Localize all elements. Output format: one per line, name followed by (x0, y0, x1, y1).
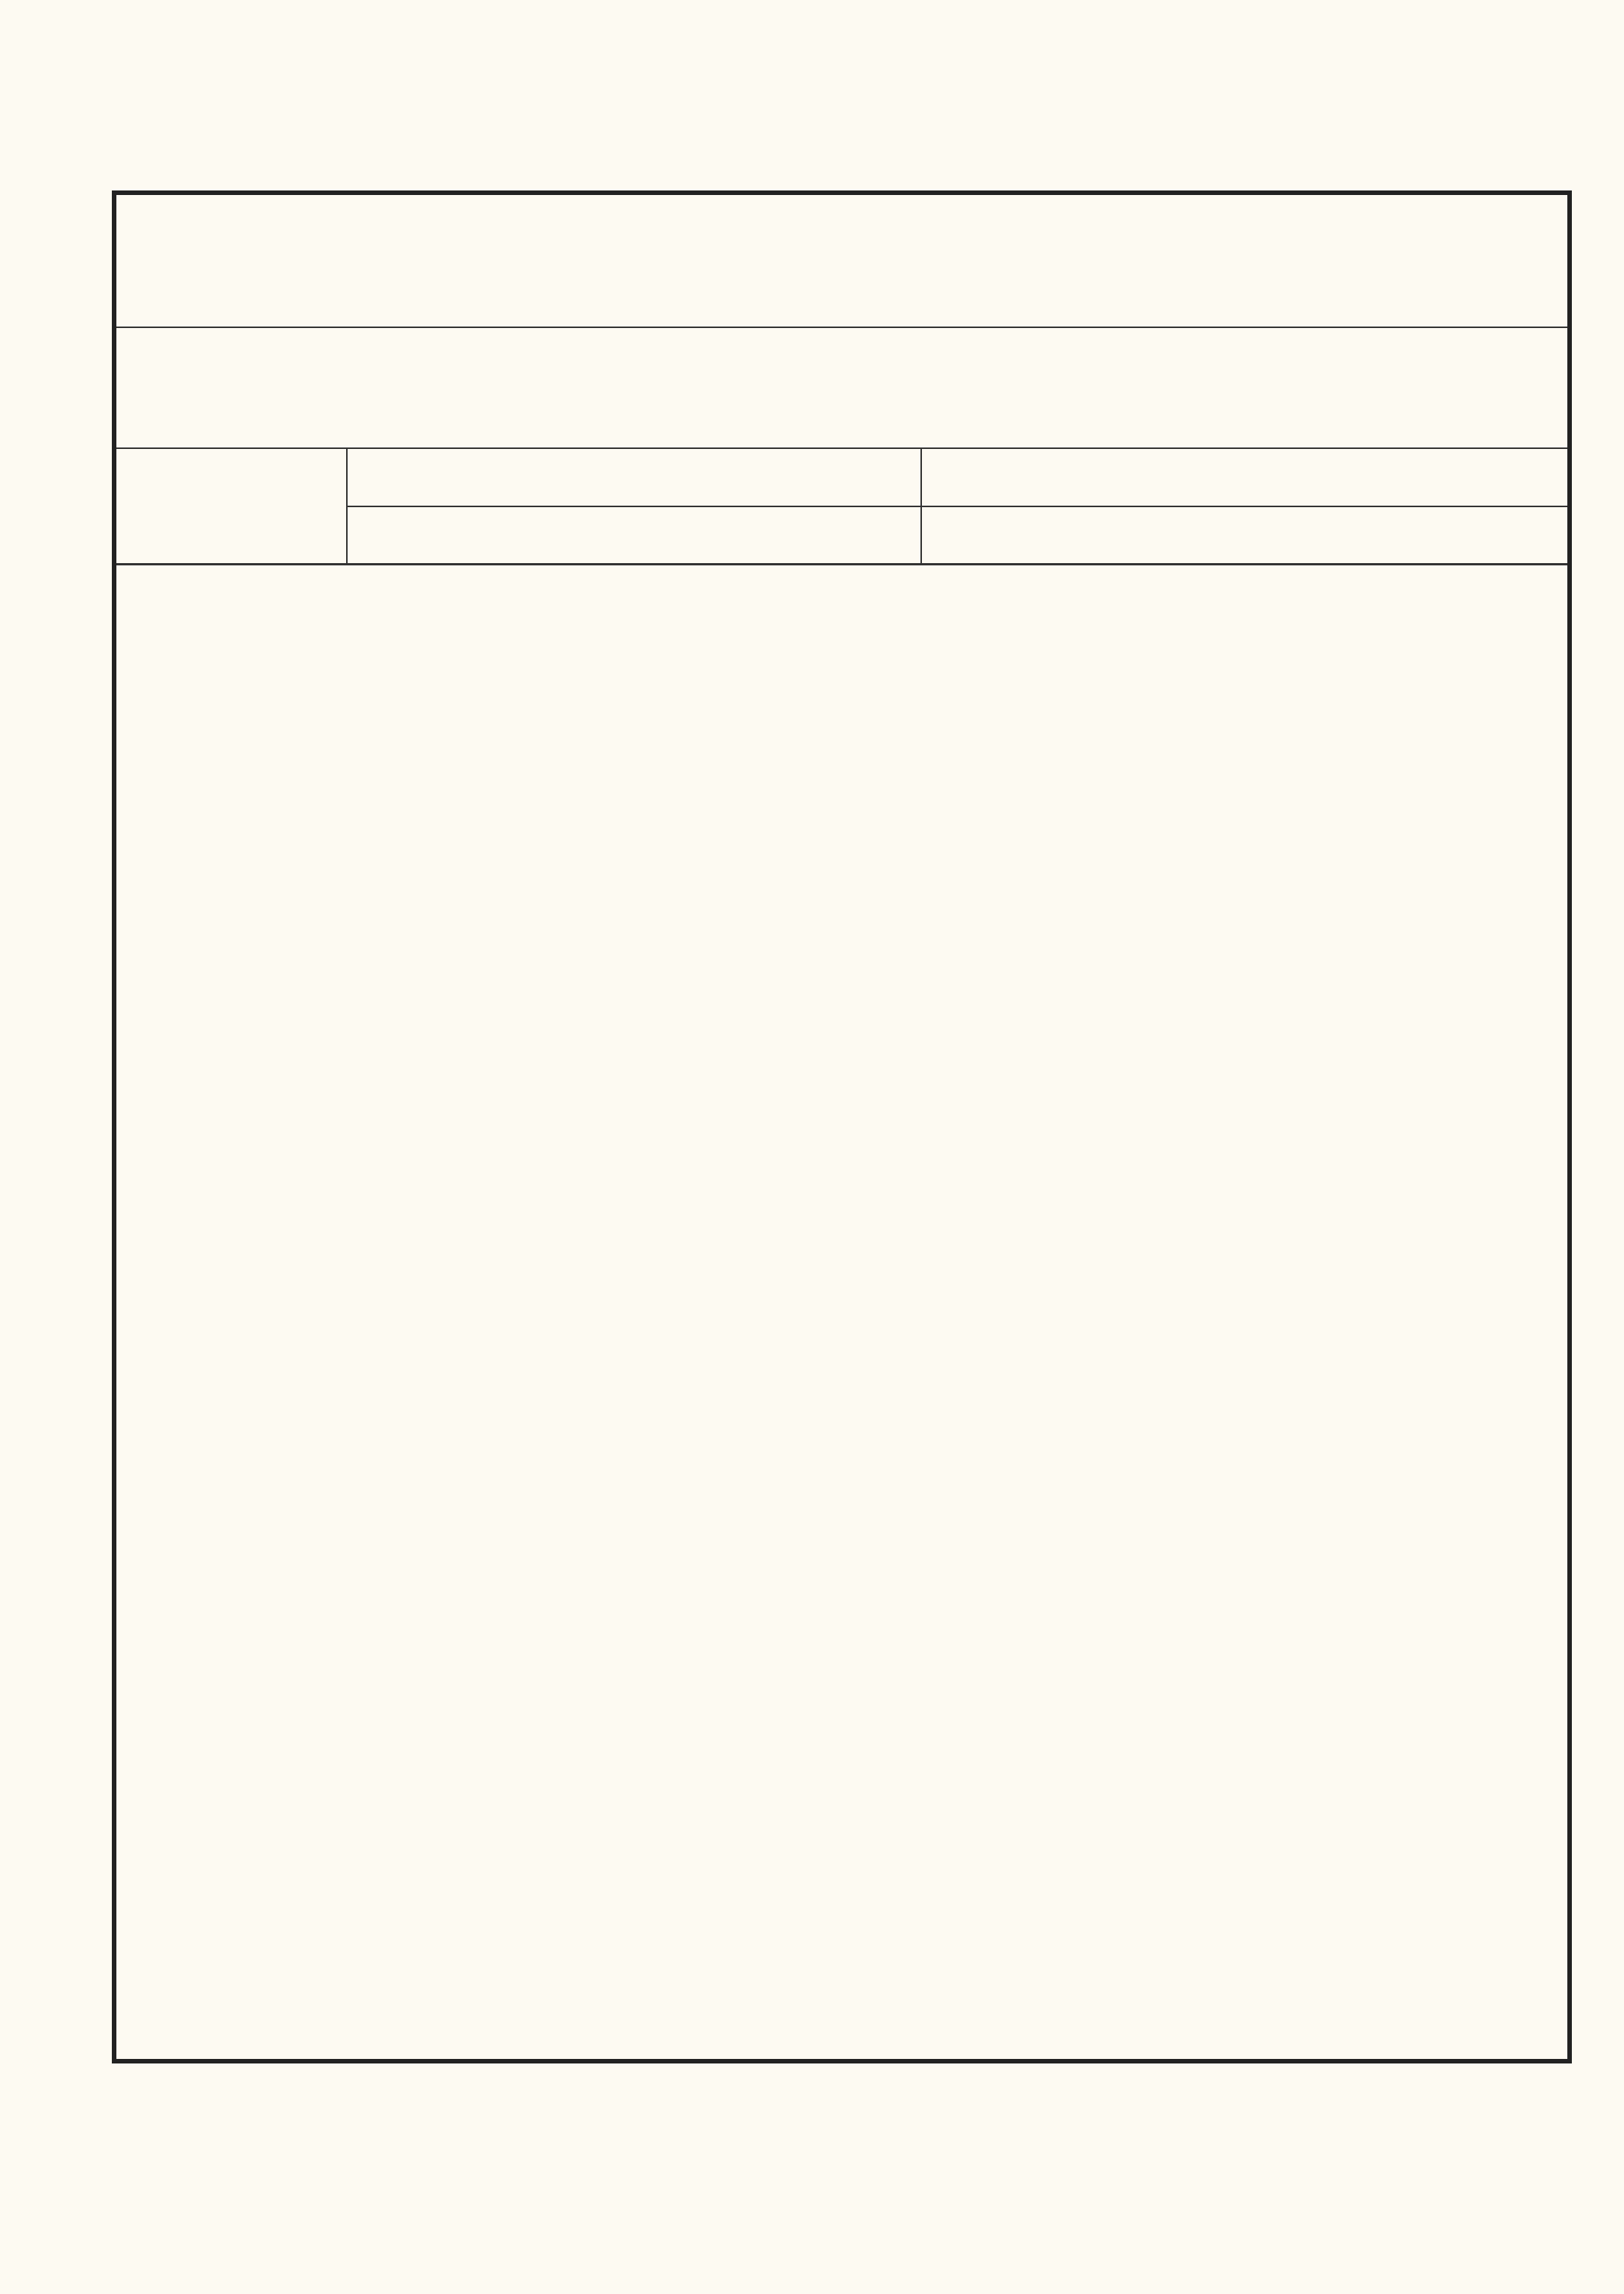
form-title-row (116, 195, 1567, 328)
header-change-item (116, 449, 348, 563)
table-header-row (116, 449, 1567, 565)
header-completion (920, 449, 1567, 563)
form-subtitle-row (116, 328, 1567, 449)
header-approval-doc (346, 449, 922, 563)
usage-permit-change-form (112, 190, 1572, 2063)
